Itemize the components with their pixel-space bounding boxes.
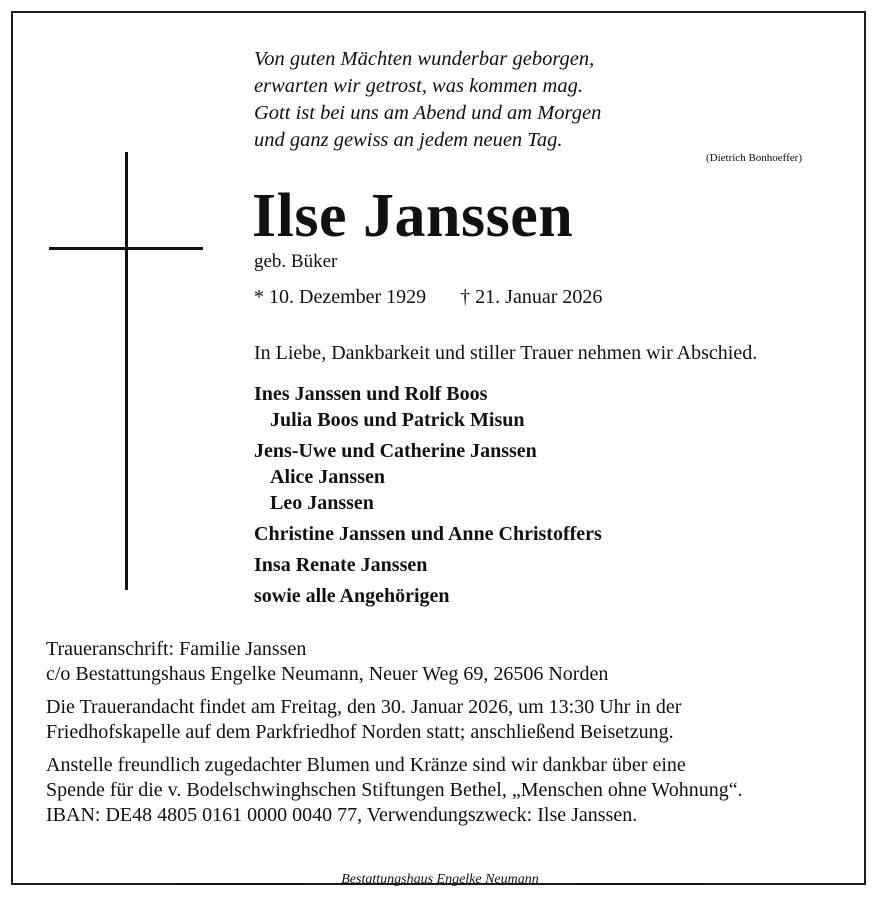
mourner: Insa Renate Janssen: [254, 554, 428, 576]
poem: [254, 46, 601, 154]
birth-date: * 10. Dezember 1929: [254, 286, 427, 308]
service-line: Friedhofskapelle auf dem Parkfriedhof Norden statt; anschließend Beisetzung.: [46, 721, 674, 743]
mourner: Alice Janssen: [270, 466, 385, 488]
farewell-text: In Liebe, Dankbarkeit und stiller Trauer nehmen wir Abschied.: [254, 342, 758, 364]
mourner: Julia Boos und Patrick Misun: [270, 409, 525, 431]
address-line: Traueranschrift: Familie Janssen: [46, 638, 307, 660]
mourner: Leo Janssen: [270, 492, 374, 514]
mourning-address: [46, 637, 743, 687]
service-details: [46, 695, 743, 745]
mourner: Ines Janssen und Rolf Boos: [254, 383, 488, 405]
mourner: sowie alle Angehörigen: [254, 585, 450, 607]
death-date: † 21. Januar 2026: [460, 286, 603, 308]
poem-line: Gott ist bei uns am Abend und am Morgen: [254, 102, 602, 124]
poem-line: Von guten Mächten wunderbar geborgen,: [254, 48, 595, 70]
info-block: [46, 637, 743, 836]
cross-icon-crossbar: [49, 247, 203, 250]
poem-line: und ganz gewiss an jedem neuen Tag.: [254, 129, 563, 151]
poem-attribution: (Dietrich Bonhoeffer): [705, 152, 802, 164]
poem-line: erwarten wir getrost, was kommen mag.: [254, 75, 583, 97]
address-line: c/o Bestattungshaus Engelke Neumann, Neuer Weg 69, 26506 Norden: [46, 663, 609, 685]
service-line: Die Trauerandacht findet am Freitag, den 30. Januar 2026, um 13:30 Uhr in der: [46, 696, 682, 718]
mourner: Jens-Uwe und Catherine Janssen: [254, 440, 537, 462]
mourners-list: [254, 381, 602, 609]
deceased-name: Ilse Janssen: [252, 182, 574, 250]
donation-line: Spende für die v. Bodelschwinghschen Stiftungen Bethel, „Menschen ohne Wohnung“.: [46, 779, 743, 801]
cross-icon: [125, 152, 128, 590]
donation-line: IBAN: DE48 4805 0161 0000 0040 77, Verwendungszweck: Ilse Janssen.: [46, 804, 638, 826]
life-dates: [254, 286, 602, 309]
donation-line: Anstelle freundlich zugedachter Blumen und Kränze sind wir dankbar über eine: [46, 754, 686, 776]
mourner: Christine Janssen und Anne Christoffers: [254, 523, 602, 545]
funeral-home-footer: Bestattungshaus Engelke Neumann: [341, 872, 539, 887]
donation-details: [46, 753, 743, 828]
maiden-name: geb. Büker: [254, 251, 338, 272]
